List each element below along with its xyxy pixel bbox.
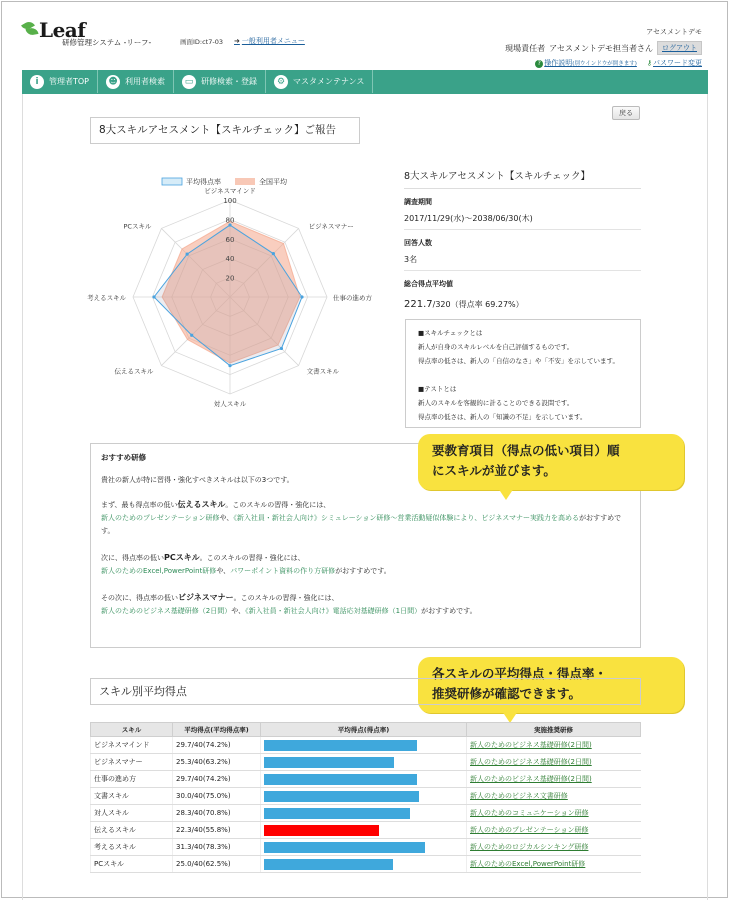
legend-label-national: 全国平均 (259, 178, 287, 186)
skill-bar (264, 842, 425, 853)
skill-bar-cell (261, 822, 467, 839)
nav-user-search[interactable]: ☻ 利用者検索 (98, 70, 174, 93)
data-point (300, 295, 303, 298)
main-nav (22, 70, 708, 93)
data-point (272, 252, 275, 255)
data-point (280, 347, 283, 350)
skill-bar-cell (261, 805, 467, 822)
note-line: 得点率の低さは、新人の「知識の不足」を示しています。 (418, 413, 587, 421)
table-row (91, 771, 641, 788)
skill-name: ビジネスマナー (91, 754, 173, 771)
recommend-para-1: まず、最も得点率の低い伝えるスキル。このスキルの習得・強化には、 新人のためのプレゼンテーション研修や、《新入社員・新社会人向け》シミュレーション研修〜営業活動疑似体験により、ビジネスマナー実践力を高めるがおすすめです。 (101, 500, 622, 535)
nav-master-maintenance[interactable]: ⚙ マスタメンテナンス (266, 70, 373, 93)
skill-name: 仕事の進め方 (91, 771, 173, 788)
skill-score: 28.3/40(70.8%) (173, 805, 261, 822)
logout-button[interactable]: ログアウト (657, 41, 702, 55)
data-point (152, 295, 155, 298)
training-link[interactable]: 新人のためのビジネス基礎研修(2日間) (467, 771, 641, 788)
user-role: 現場責任者 (505, 43, 546, 53)
skill-name: 伝えるスキル (91, 822, 173, 839)
user-search-icon: ☻ (106, 75, 120, 89)
info-icon: i (30, 75, 44, 89)
note-line: 新人のスキルを客観的に計ることのできる設問です。 (418, 399, 574, 407)
recommend-para-3: その次に、得点率の低いビジネスマナー。このスキルの習得・強化には、 新人のためのビジネス基礎研修（2日間）や、《新入社員・新社会人向け》電話応対基礎研修（1日間）がおすすめです。 (101, 593, 477, 615)
training-link[interactable]: 新人のためのビジネス文書研修 (467, 788, 641, 805)
note-heading: ■テストとは (418, 385, 457, 393)
legend-swatch-national (235, 178, 255, 185)
skills-table (90, 722, 641, 873)
logo-text: Leaf (39, 18, 86, 42)
respondents-value: 3名 (404, 254, 641, 271)
axis-label: PCスキル (123, 222, 152, 231)
respondents-label: 回答人数 (404, 239, 432, 247)
skill-score: 31.3/40(78.3%) (173, 839, 261, 856)
col-header: 平均得点(得点率) (261, 723, 467, 737)
skill-score: 22.3/40(55.8%) (173, 822, 261, 839)
help-link[interactable]: ? 操作説明(別ウインドウが開きます) (535, 58, 637, 68)
skill-name: 対人スキル (91, 805, 173, 822)
help-icon: ? (535, 60, 543, 68)
period-value: 2017/11/29(水)〜2038/06/30(木) (404, 213, 641, 230)
recommend-para-2: 次に、得点率の低いPCスキル。このスキルの習得・強化には、 新人のためのExcel,PowerPoint研修や、パワーポイント資料の作り方研修がおすすめです。 (101, 553, 391, 575)
table-row (91, 839, 641, 856)
data-point (228, 364, 231, 367)
axis-label: 伝えるスキル (114, 367, 154, 376)
table-row (91, 822, 641, 839)
data-point (190, 334, 193, 337)
training-link[interactable]: 新人のためのプレゼンテーション研修 (101, 514, 220, 522)
gear-icon: ⚙ (274, 75, 288, 89)
skill-bar (264, 774, 417, 785)
screen-id: 画面ID:ct7-03 (180, 38, 223, 46)
table-row (91, 754, 641, 771)
skill-section-title: スキル別平均得点 (90, 678, 641, 705)
nav-admin-top[interactable]: i 管理者TOP (22, 70, 98, 93)
notes-box (405, 319, 641, 428)
assessment-info (404, 168, 641, 315)
company-name: アセスメントデモ (646, 28, 702, 36)
skill-score: 29.7/40(74.2%) (173, 771, 261, 788)
skill-bar-cell (261, 754, 467, 771)
system-title: 研修管理システム -リーフ- (62, 38, 152, 47)
skill-bar-cell (261, 788, 467, 805)
training-link[interactable]: 新人のためのビジネス基礎研修(2日間) (467, 754, 641, 771)
tick-label: 20 (225, 274, 235, 283)
col-header: 平均得点(平均得点率) (173, 723, 261, 737)
radar-chart (85, 170, 385, 410)
skill-score: 30.0/40(75.0%) (173, 788, 261, 805)
skill-bar-cell (261, 839, 467, 856)
skill-score: 29.7/40(74.2%) (173, 737, 261, 754)
axis-label: 文書スキル (306, 367, 340, 376)
skill-bar (264, 859, 393, 870)
training-link[interactable]: 新人のためのExcel,PowerPoint研修 (467, 856, 641, 873)
tick-label: 80 (225, 216, 235, 225)
note-heading: ■スキルチェックとは (418, 329, 483, 337)
recommend-title: おすすめ研修 (101, 453, 147, 462)
arrow-right-icon: ➜ (234, 37, 240, 45)
skill-score: 25.3/40(63.2%) (173, 754, 261, 771)
total-label: 総合得点平均値 (404, 280, 453, 288)
axis-label: 考えるスキル (87, 294, 126, 302)
training-link[interactable]: 新人のためのExcel,PowerPoint研修 (101, 567, 217, 575)
note-line: 新人が自身のスキルレベルを自己評価するものです。 (418, 343, 574, 351)
training-link[interactable]: 新人のためのロジカルシンキング研修 (467, 839, 641, 856)
training-link[interactable]: 《新入社員・新社会人向け》シミュレーション研修〜営業活動疑似体験により、ビジネスマナー実践力を高める (233, 514, 580, 522)
col-header: スキル (91, 723, 173, 737)
info-title: 8大スキルアセスメント【スキルチェック】 (404, 168, 641, 189)
training-link[interactable]: 新人のためのコミュニケーション研修 (467, 805, 641, 822)
skill-bar (264, 740, 417, 751)
nav-training-search[interactable]: ▭ 研修検索・登録 (174, 70, 266, 93)
password-change-link[interactable]: ⚷パスワード変更 (646, 59, 702, 67)
training-link[interactable]: パワーポイント資料の作り方研修 (230, 567, 336, 575)
table-row (91, 788, 641, 805)
monitor-icon: ▭ (182, 75, 196, 89)
table-row (91, 856, 641, 873)
skill-bar (264, 808, 410, 819)
skill-bar-cell (261, 771, 467, 788)
tick-label: 40 (225, 255, 235, 264)
data-point (186, 253, 189, 256)
period-label: 調査期間 (404, 198, 432, 206)
recommend-intro: 貴社の新人が特に習得・強化すべきスキルは以下の3つです。 (101, 476, 294, 484)
tick-label: 100 (223, 197, 237, 205)
axis-label: ビジネスマインド (204, 187, 256, 195)
skill-name: PCスキル (91, 856, 173, 873)
leaf-icon (20, 20, 38, 40)
note-line: 得点率の低さは、新人の「自信のなさ」や「不安」を示しています。 (418, 357, 619, 365)
skill-bar (264, 825, 379, 836)
skill-bar (264, 791, 419, 802)
legend-swatch-average (162, 178, 182, 185)
training-link[interactable]: 新人のためのプレゼンテーション研修 (467, 822, 641, 839)
general-menu-link[interactable]: ➜ 一般利用者メニュー (234, 37, 305, 45)
page-title: 8大スキルアセスメント【スキルチェック】ご報告 (90, 117, 360, 144)
legend-label-average: 平均得点率 (186, 178, 221, 186)
key-icon: ⚷ (646, 59, 652, 67)
training-link[interactable]: 新人のためのビジネス基礎研修(2日間) (467, 737, 641, 754)
training-link[interactable]: 《新入社員・新社会人向け》電話応対基礎研修（1日間） (245, 607, 422, 615)
back-button[interactable]: 戻る (612, 106, 640, 120)
callout-skill-table: 各スキルの平均得点・得点率・ 推奨研修が確認できます。 (418, 657, 684, 713)
axis-label: 仕事の進め方 (333, 294, 372, 302)
axis-label: 対人スキル (213, 400, 247, 408)
skill-bar (264, 757, 394, 768)
user-area (505, 27, 702, 68)
skill-bar-cell (261, 856, 467, 873)
user-name: アセスメントデモ担当者さん (549, 43, 653, 53)
table-row (91, 737, 641, 754)
skill-bar-cell (261, 737, 467, 754)
axis-label: ビジネスマナー (308, 222, 354, 231)
tick-label: 60 (225, 235, 235, 244)
callout-recommend: 要教育項目（得点の低い項目）順 にスキルが並びます。 (418, 434, 684, 490)
skill-name: 文書スキル (91, 788, 173, 805)
skill-name: 考えるスキル (91, 839, 173, 856)
skill-name: ビジネスマインド (91, 737, 173, 754)
skill-score: 25.0/40(62.5%) (173, 856, 261, 873)
training-link[interactable]: 新人のためのビジネス基礎研修（2日間） (101, 607, 232, 615)
col-header: 実施推奨研修 (467, 723, 641, 737)
table-row (91, 805, 641, 822)
total-value: 221.7/320（得点率 69.27%） (404, 299, 524, 310)
